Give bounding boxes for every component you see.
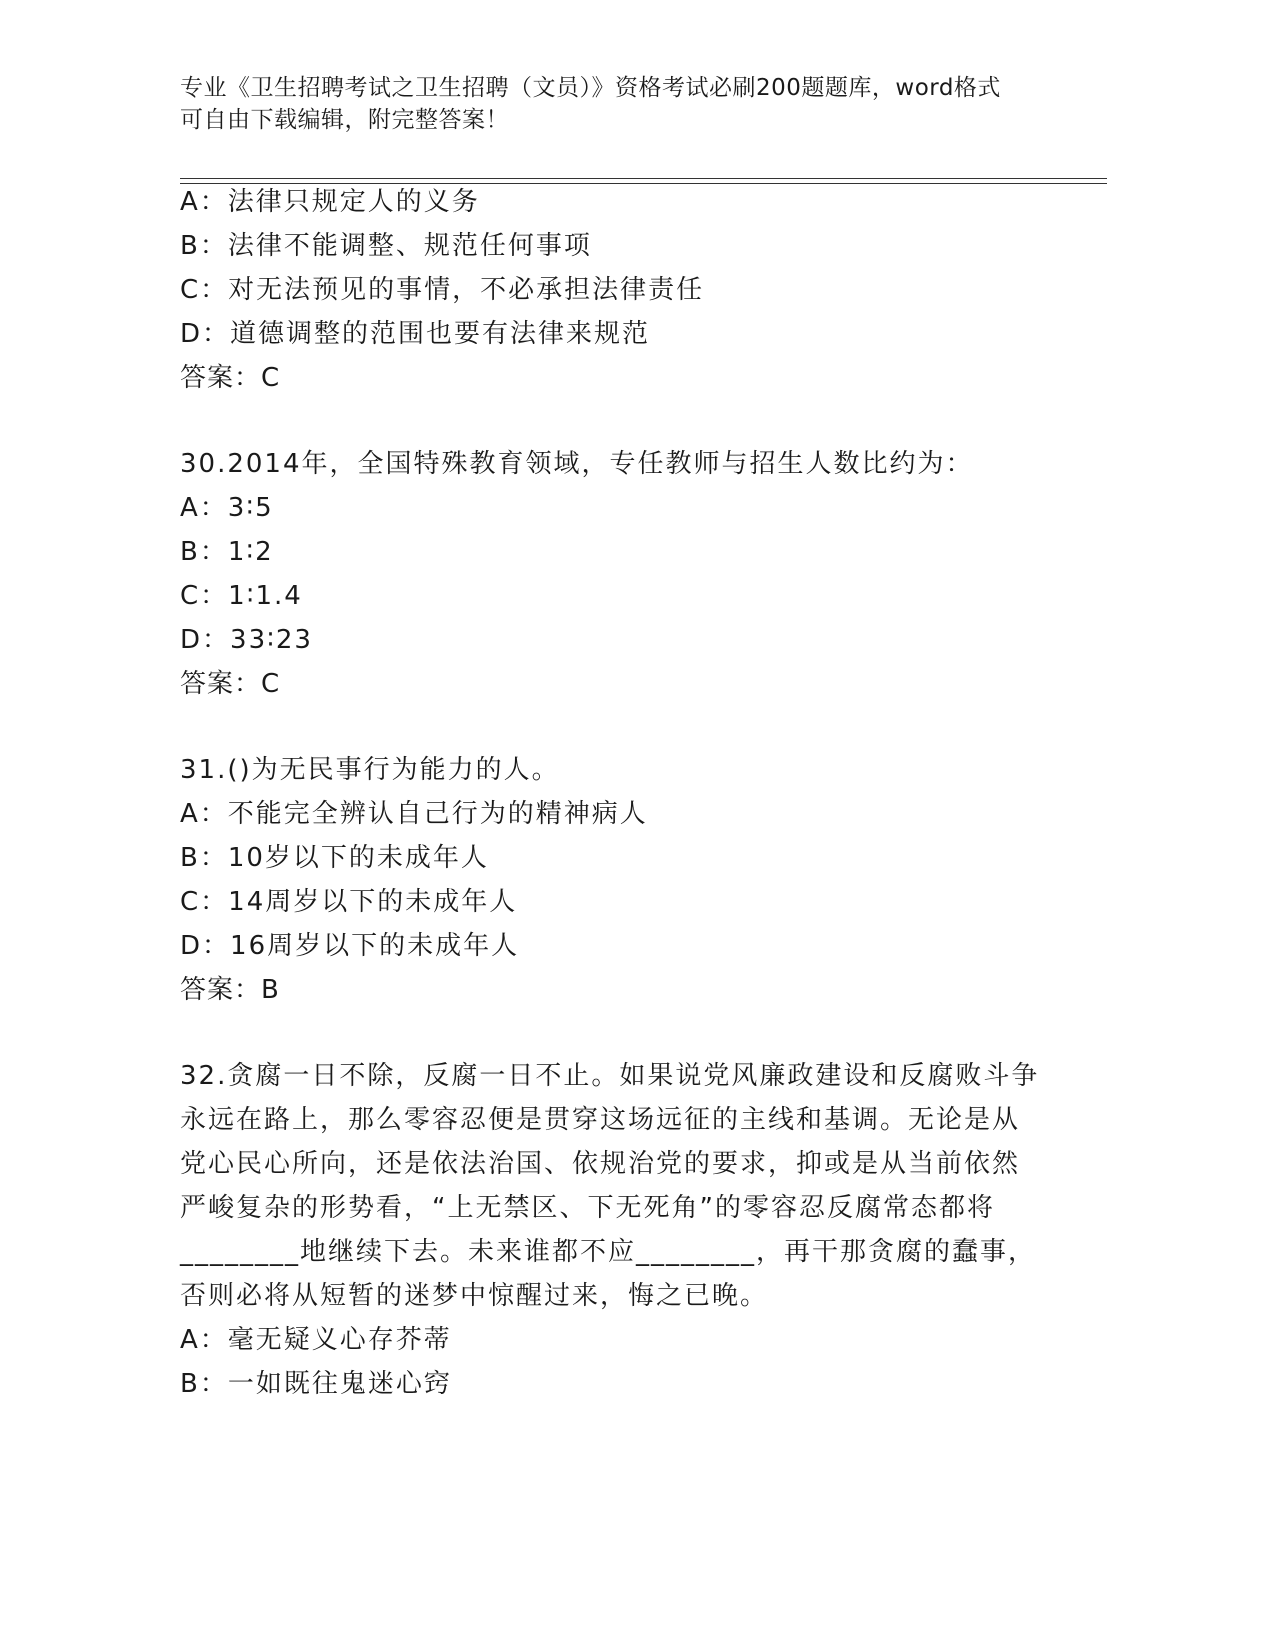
header-line-1: 专业《卫生招聘考试之卫生招聘（文员）》资格考试必刷200题题库，word格式: [180, 75, 1001, 101]
option-a: A：3∶5: [180, 493, 274, 523]
spacer: [180, 1012, 1040, 1054]
option-b: B：法律不能调整、规范任何事项: [180, 231, 592, 261]
answer: 答案：C: [180, 363, 281, 393]
option-b: B：10岁以下的未成年人: [180, 843, 489, 873]
question-stem-line: 否则必将从短暂的迷梦中惊醒过来，悔之已晚。: [180, 1281, 769, 1311]
option-a: A：法律只规定人的义务: [180, 187, 480, 217]
spacer: [180, 706, 1040, 748]
header-divider: [180, 178, 1107, 179]
document-header: [180, 72, 1040, 136]
option-c: C：对无法预见的事情，不必承担法律责任: [180, 275, 705, 305]
question-stem-line: 32.贪腐一日不除，反腐一日不止。如果说党风廉政建设和反腐败斗争: [180, 1061, 1040, 1091]
option-b: B：1∶2: [180, 537, 274, 567]
question-stem-line: ________地继续下去。未来谁都不应________，再干那贪腐的蠢事，: [180, 1237, 1037, 1267]
answer: 答案：B: [180, 975, 280, 1005]
header-line-2: 可自由下载编辑，附完整答案！: [180, 107, 509, 133]
question-stem: 31.()为无民事行为能力的人。: [180, 755, 560, 785]
option-b: B：一如既往鬼迷心窍: [180, 1369, 452, 1399]
option-c: C：14周岁以下的未成年人: [180, 887, 518, 917]
option-a: A：毫无疑义心存芥蒂: [180, 1325, 452, 1355]
spacer: [180, 400, 1040, 442]
question-stem-line: 严峻复杂的形势看，“上无禁区、下无死角”的零容忍反腐常态都将: [180, 1193, 995, 1223]
question-stem-line: 党心民心所向，还是依法治国、依规治党的要求，抑或是从当前依然: [180, 1149, 1021, 1179]
question-30: [180, 442, 1040, 706]
option-d: D：16周岁以下的未成年人: [180, 931, 520, 961]
question-stem: 30.2014年，全国特殊教育领域，专任教师与招生人数比约为：: [180, 449, 974, 479]
question-list: [180, 180, 1040, 1406]
option-d: D：33∶23: [180, 625, 313, 655]
option-d: D：道德调整的范围也要有法律来规范: [180, 319, 651, 349]
question-29: [180, 180, 1040, 400]
question-31: [180, 748, 1040, 1012]
option-c: C：1∶1.4: [180, 581, 303, 611]
question-32: [180, 1054, 1040, 1406]
option-a: A：不能完全辨认自己行为的精神病人: [180, 799, 648, 829]
answer: 答案：C: [180, 669, 281, 699]
question-stem-line: 永远在路上，那么零容忍便是贯穿这场远征的主线和基调。无论是从: [180, 1105, 1021, 1135]
